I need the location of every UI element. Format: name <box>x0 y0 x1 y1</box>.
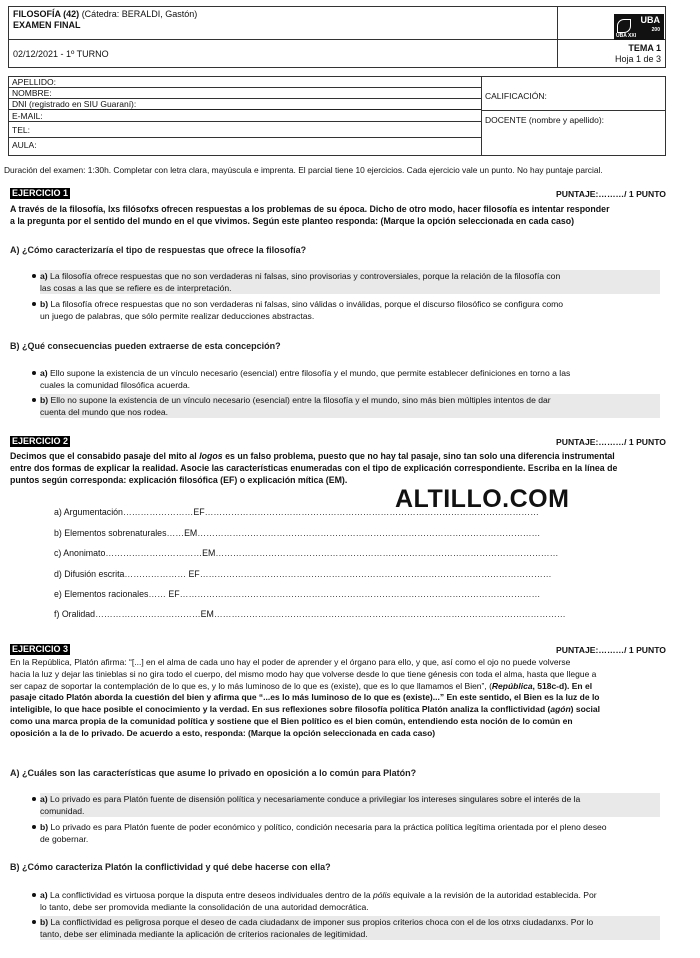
ex3-l1: En la República, Platón afirma: “[...] en el alma de cada uno hay el poder de aprender y el órgano para ello, y que, así como el ojo no puede volverse <box>10 657 571 667</box>
tema-label: TEMA 1 <box>628 43 661 53</box>
ex3-l5-pre: inteligible, lo que hace posible el conocimiento y la verdad. En sus reflexiones sobre filosofía política Platón analiza la conflictividad ( <box>10 704 551 715</box>
option-text-line1: La filosofía ofrece respuestas que no son verdaderas ni falsas, sino provisorias y controversiales, porque la relación de la filosofía con <box>50 271 561 281</box>
ex2-title: EJERCICIO 2 <box>12 436 69 446</box>
option-text-line1: Ello supone la existencia de un vínculo necesario (esencial) entre filosofía y el mundo, que permite establecer definiciones en torno a las <box>50 368 571 378</box>
ex1-qa-option-b[interactable] <box>40 298 660 322</box>
item-lead-dots: ………………… <box>124 569 189 579</box>
ex2-item-c[interactable] <box>54 548 558 558</box>
option-text-line2: un juego de palabras, que sólo permite realizar deducciones abstractas. <box>40 311 315 321</box>
bullet-icon <box>32 825 36 829</box>
watermark: ALTILLO.COM <box>395 485 570 513</box>
ex2-l1-logos: logos <box>199 451 223 461</box>
ex3-intro <box>10 657 670 740</box>
ex2-puntaje: PUNTAJE:………/ 1 PUNTO <box>556 437 666 447</box>
ex1-title: EJERCICIO 1 <box>12 188 69 198</box>
item-lead-dots: ……………………………… <box>95 609 201 619</box>
catedra: (Cátedra: BERALDI, Gastón) <box>81 9 198 19</box>
logo-text: UBA <box>640 15 660 25</box>
bullet-icon <box>32 371 36 375</box>
ex3-l5-term: agón <box>550 704 571 715</box>
exam-type: EXAMEN FINAL <box>13 20 81 30</box>
option-text-line2: tanto, debe ser eliminada mediante la aplicación de criterios racionales de legitimidad. <box>40 929 368 939</box>
student-info-box <box>8 76 666 156</box>
item-answer: EF <box>193 507 205 517</box>
ex2-intro-line1 <box>10 450 670 462</box>
bullet-icon <box>32 302 36 306</box>
ex3-qb-option-b[interactable] <box>40 916 660 940</box>
ex3-l3-ref: República <box>491 680 533 691</box>
subject-block <box>13 9 197 31</box>
item-answer: EF <box>168 589 180 599</box>
option-text-line2: comunidad. <box>40 806 85 816</box>
item-answer: EF <box>188 569 200 579</box>
item-trail-dots: ……………………………………………………………………………………………………… <box>215 548 559 558</box>
item-trail-dots: …………………………………………………………………………………………………… <box>204 507 539 517</box>
option-term: pólis <box>373 890 391 900</box>
logo-year: 200 <box>651 27 660 33</box>
right-divider <box>481 110 665 111</box>
ex1-qb-option-a[interactable] <box>40 367 660 391</box>
hoja-label: Hoja 1 de 3 <box>614 54 661 64</box>
item-label: f) Oralidad <box>54 609 96 619</box>
ex3-qa-option-b[interactable] <box>40 821 660 845</box>
ex3-line2: hacia la luz y dejar las tinieblas si no gira todo el cuerpo, del mismo modo hay que volverse desde lo que tiene génesis con toda el alma, hasta que llegue a <box>10 668 597 679</box>
ex3-line5 <box>10 704 670 716</box>
ex1-question-b: B) ¿Qué consecuencias pueden extraerse de esta concepción? <box>10 341 281 351</box>
ex1-qa-option-a[interactable] <box>40 270 660 294</box>
docente-label: DOCENTE (nombre y apellido): <box>485 115 605 125</box>
ex3-puntaje: PUNTAJE:………/ 1 PUNTO <box>556 645 666 655</box>
option-text-line2: de gobernar. <box>40 834 89 844</box>
item-answer: EM <box>184 528 198 538</box>
subject-title: FILOSOFÍA (42) <box>13 9 80 19</box>
item-trail-dots: …………………………………………………………………………………………………………… <box>179 589 541 599</box>
ex3-qa-option-a[interactable] <box>40 793 660 817</box>
ex2-item-e[interactable] <box>54 589 540 599</box>
bullet-icon <box>32 274 36 278</box>
item-answer: EM <box>200 609 214 619</box>
ex1-intro <box>10 203 670 227</box>
item-label: e) Elementos racionales <box>54 589 149 599</box>
bullet-icon <box>32 797 36 801</box>
ex1-intro-line2: a la pregunta por el sentido del mundo en el que vivimos. Según este planteo responda: (Marque la opción seleccionada en cada caso) <box>10 216 575 227</box>
ex3-l3-pre: ser capaz de soportar la contemplación de lo que es, y lo más luminoso de lo que es (existe), que es lo que llamamos el Bien”, ( <box>10 680 492 691</box>
field-dni[interactable]: DNI (registrado en SIU Guaraní): <box>9 99 481 110</box>
item-trail-dots: ………………………………………………………………………………………………………… <box>199 569 552 579</box>
option-text-line2: lo tanto, debe ser promovida mediante la consolidación de una autoridad democrática. <box>40 902 369 912</box>
ex3-title: EJERCICIO 3 <box>12 644 69 654</box>
item-label: a) Argumentación <box>54 507 123 517</box>
ex3-l3-post: , 518c-d). En el <box>532 680 593 691</box>
option-label: b) <box>40 822 49 832</box>
student-fields-column <box>9 77 482 155</box>
ex3-qb-option-a[interactable] <box>40 889 660 913</box>
ex2-item-a[interactable] <box>54 507 539 517</box>
bullet-icon <box>32 893 36 897</box>
ex1-puntaje: PUNTAJE:………/ 1 PUNTO <box>556 189 666 199</box>
date-turno: 02/12/2021 - 1º TURNO <box>13 49 109 59</box>
ex3-line6: como una marca propia de la comunidad política y sostiene que el Bien político es el bien común, entendiendo esta noción de lo común en <box>10 715 573 726</box>
ex3-l5-post: ) social <box>570 704 600 715</box>
option-label: a) <box>40 794 48 804</box>
option-text-line1: Ello no supone la existencia de un vínculo necesario (esencial) entre la filosofía y el mundo, sino más bien múltiples intentos de dar <box>50 395 551 405</box>
item-trail-dots: ……………………………………………………………………………………………………… <box>197 528 541 538</box>
ex2-intro <box>10 450 670 487</box>
field-tel[interactable]: TEL: <box>9 125 481 138</box>
item-answer: EM <box>202 548 216 558</box>
bullet-icon <box>32 398 36 402</box>
ex2-l1-post: es un falso problema, puesto que no hay tal pasaje, sino tan solo una diferencia instrumental <box>222 451 615 461</box>
option-label: a) <box>40 368 48 378</box>
calificacion-label: CALIFICACIÓN: <box>485 91 547 101</box>
item-trail-dots: ………………………………………………………………………………………………………… <box>213 609 566 619</box>
option-text-line1: Lo privado es para Platón fuente de disensión política y necesariamente conduce a privilegiar los intereses singulares sobre el interés de la <box>50 794 581 804</box>
ex2-intro-line2: entre dos formas de explicar la realidad. Asocie las características enumeradas con el tipo de explicación correspondiente. Escriba en la línea de <box>10 463 618 474</box>
tema-block <box>615 43 661 65</box>
ex3-line1 <box>10 657 670 669</box>
ex3-line4: pasaje citado Platón aborda la cuestión del bien y afirma que “...es lo más luminoso de lo que es (existe)...” En este sentido, el Bien es la luz de lo <box>10 692 600 703</box>
option-text-line2: las cosas a las que se refiere es de interpretación. <box>40 283 232 293</box>
ex3-question-a: A) ¿Cuáles son las características que asume lo privado en oposición a lo común para Platón? <box>10 768 417 778</box>
option-label: b) <box>40 299 49 309</box>
item-label: b) Elementos sobrenaturales <box>54 528 167 538</box>
option-label: a) <box>40 271 48 281</box>
ex2-item-b[interactable] <box>54 528 540 538</box>
ex1-qb-option-b[interactable] <box>40 394 660 418</box>
option-label: b) <box>40 395 49 405</box>
field-nombre[interactable]: NOMBRE: <box>9 88 481 99</box>
option-text-line2: cuales la comunidad filosófica acuerda. <box>40 380 191 390</box>
uba-logo-mark-icon <box>617 19 631 33</box>
ex1-question-a: A) ¿Cómo caracterizaría el tipo de respuestas que ofrece la filosofía? <box>10 245 307 255</box>
exam-header <box>8 6 666 68</box>
option-text-post: equivale a la revisión de la autoridad establecida. Por <box>390 890 597 900</box>
field-email[interactable]: E-MAIL: <box>9 111 481 122</box>
option-text-line1: Lo privado es para Platón fuente de poder económico y político, condición necesaria para la práctica política legítima orientada por el pleno deseo <box>50 822 607 832</box>
field-aula[interactable]: AULA: <box>12 140 37 150</box>
option-text-line2: cuenta del mundo que nos rodea. <box>40 407 169 417</box>
option-label: b) <box>40 917 49 927</box>
item-lead-dots: …… <box>148 589 169 599</box>
item-label: c) Anonimato <box>54 548 106 558</box>
option-label: a) <box>40 890 48 900</box>
ex3-question-b: B) ¿Cómo caracteriza Platón la conflictividad y qué debe hacerse con ella? <box>10 862 331 872</box>
item-lead-dots: …………………………… <box>105 548 203 558</box>
ex1-intro-line1: A través de la filosofía, lxs filósofxs ofrecen respuestas a los problemas de su época. Dicho de otro modo, hacer filosofía es intentar responder <box>10 204 610 214</box>
ex2-l1-pre: Decimos que el consabido pasaje del mito al <box>10 451 200 461</box>
ex3-line3 <box>10 681 670 693</box>
option-text-line1: La filosofía ofrece respuestas que no son verdaderas ni falsas, sino válidas o inválidas, porque el discurso filosófico se configura como <box>50 299 564 309</box>
exam-instructions: Duración del examen: 1:30h. Completar con letra clara, mayúscula e imprenta. El parcial tiene 10 ejercicios. Cada ejercicio vale un punto. No hay puntaje parcial. <box>4 165 603 175</box>
option-text-pre: La conflictividad es virtuosa porque la disputa entre deseos individuales dentro de la <box>50 890 373 900</box>
item-lead-dots: …………………… <box>122 507 194 517</box>
field-apellido[interactable]: APELLIDO: <box>9 77 481 88</box>
uba-logo <box>614 14 664 40</box>
bullet-icon <box>32 920 36 924</box>
ex2-item-d[interactable] <box>54 569 552 579</box>
header-divider <box>557 7 558 67</box>
ex2-intro-line3: puntos según corresponda: explicación filosófica (EF) o explicación mítica (EM). <box>10 475 348 486</box>
item-lead-dots: …… <box>166 528 185 538</box>
ex3-line7: oposición a la de lo privado. De acuerdo a esto, responda: (Marque la opción seleccionada en cada caso) <box>10 727 436 738</box>
logo-sub: UBA XXI <box>616 33 637 39</box>
option-text-line1: La conflictividad es peligrosa porque el deseo de cada ciudadanx de imponer sus propios criterios choca con el de los otrxs ciudadanxs. Por lo <box>50 917 594 927</box>
item-label: d) Difusión escrita <box>54 569 125 579</box>
ex2-item-f[interactable] <box>54 609 566 619</box>
